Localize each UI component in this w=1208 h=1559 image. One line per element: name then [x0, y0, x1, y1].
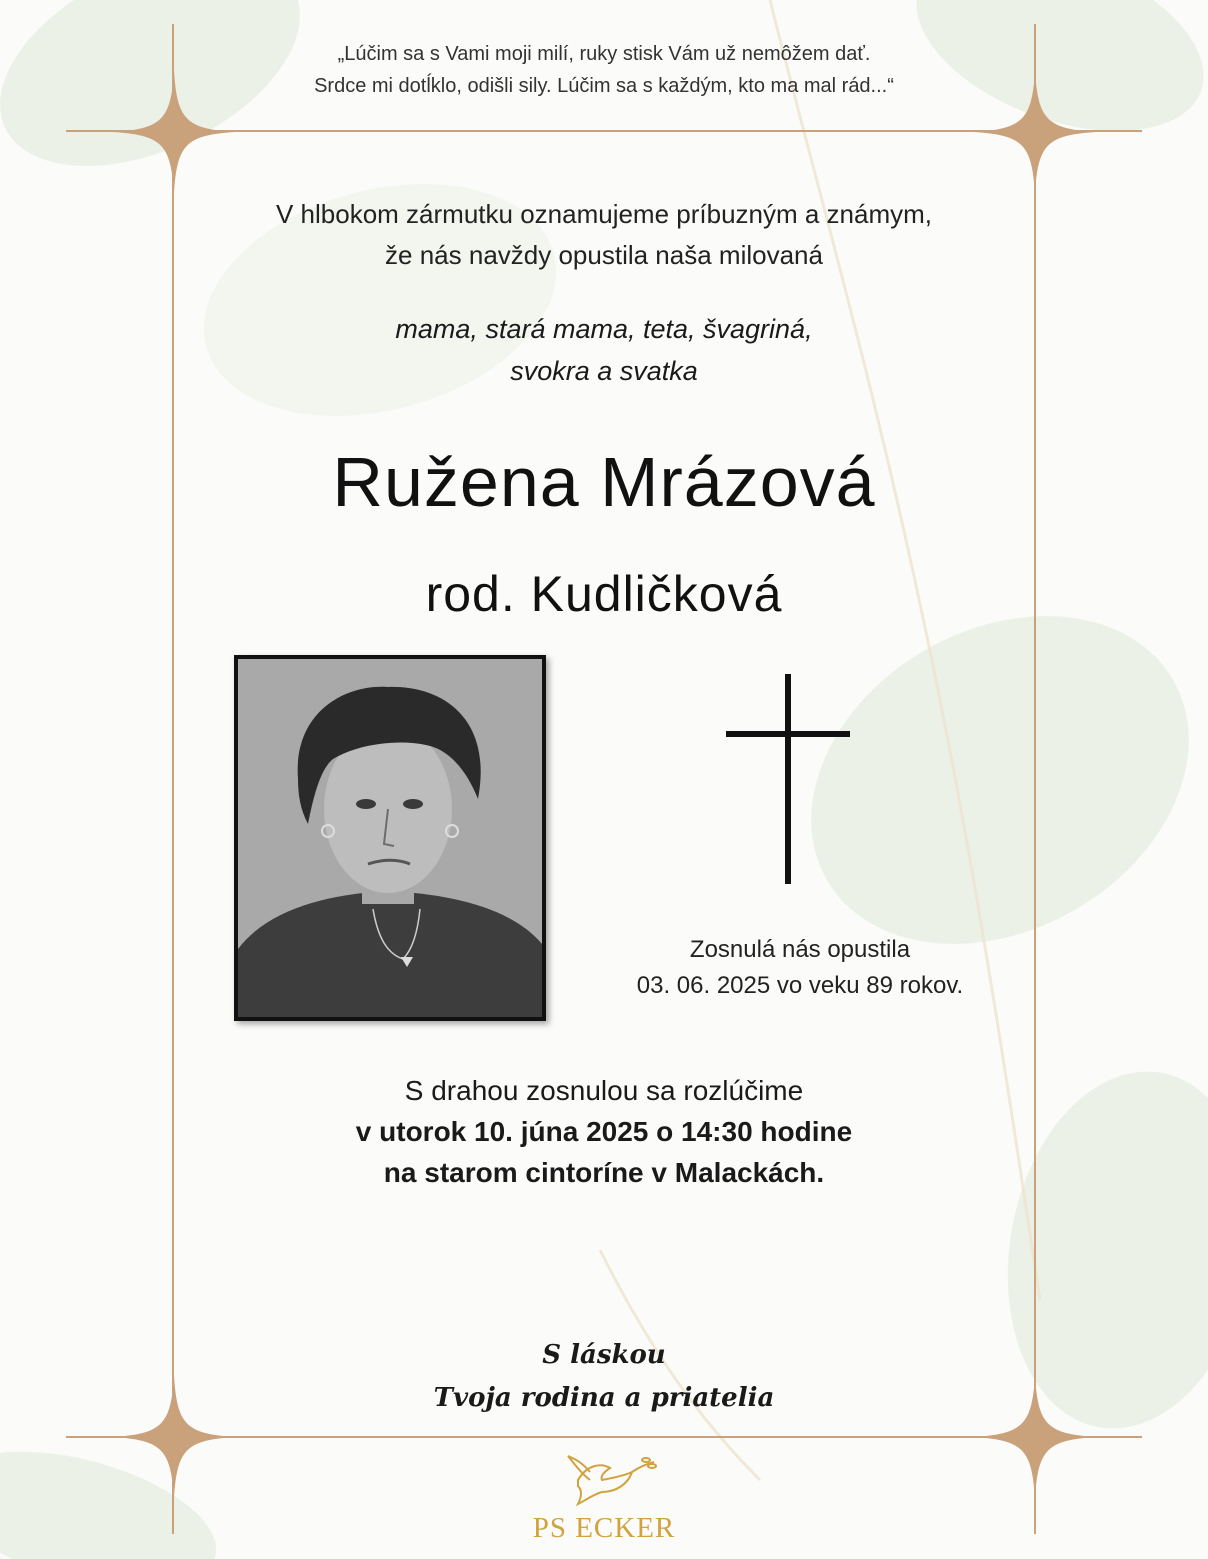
signature-family: Tvoja rodina a priatelia — [433, 1383, 775, 1413]
funeral-place: na starom cintoríne v Malackách. — [383, 1157, 825, 1188]
death-info — [560, 932, 1040, 1004]
funeral-datetime: v utorok 10. júna 2025 o 14:30 hodine — [355, 1116, 853, 1147]
logo-text: PS ECKER — [532, 1512, 676, 1544]
quote-line: Srdce mi dotĺklo, odišli sily. Lúčim sa s každým, kto ma mal rád...“ — [314, 75, 894, 97]
announcement-intro — [0, 194, 1208, 276]
portrait-photo — [234, 655, 546, 1021]
portrait-illustration — [238, 659, 542, 1017]
death-age: vo veku 89 rokov. — [776, 972, 964, 999]
relations — [0, 308, 1208, 392]
signature-line: S láskou — [542, 1340, 666, 1370]
death-line: Zosnulá nás opustila — [689, 936, 911, 963]
relations-line: svokra a svatka — [510, 356, 698, 386]
intro-line: že nás navždy opustila naša milovaná — [385, 240, 823, 270]
dove-icon — [520, 1450, 688, 1510]
death-date-line — [560, 968, 1040, 1004]
quote-line: „Lúčim sa s Vami moji milí, ruky stisk Vám už nemôžem dať. — [337, 43, 871, 65]
relations-line: mama, stará mama, teta, švagriná, — [395, 314, 813, 344]
funeral-service-logo — [520, 1450, 688, 1550]
maiden-name: rod. Kudličková — [425, 566, 783, 622]
intro-line: V hlbokom zármutku oznamujeme príbuzným a známym, — [275, 199, 933, 229]
deceased-name: Ružena Mrázová — [332, 443, 876, 521]
funeral-info — [0, 1070, 1208, 1193]
funeral-line: S drahou zosnulou sa rozlúčime — [404, 1075, 804, 1106]
quote — [0, 38, 1208, 102]
death-date: 03. 06. 2025 — [636, 972, 771, 999]
cross-icon — [726, 674, 850, 884]
